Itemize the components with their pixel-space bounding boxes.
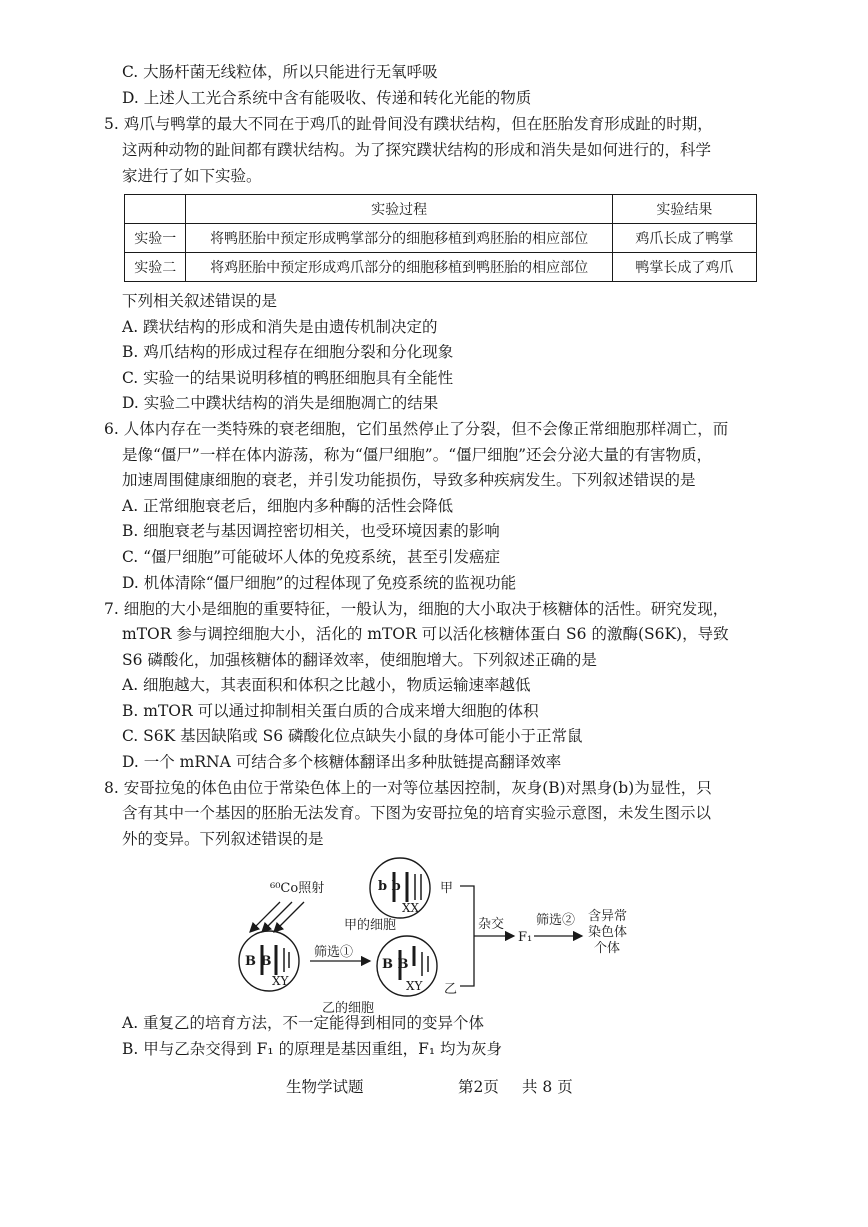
- radiation-arrow: [262, 902, 292, 932]
- table-header-cell: 实验结果: [612, 195, 756, 224]
- breeding-diagram: [232, 848, 692, 1016]
- f1-label: F₁: [518, 930, 533, 945]
- table-cell: 将鸡胚胎中预定形成鸡爪部分的细胞移植到鸭胚胎的相应部位: [186, 253, 612, 282]
- cross-bracket: [460, 886, 474, 986]
- q6-stem-line1: 6. 人体内存在一类特殊的衰老细胞，它们虽然停止了分裂，但不会像正常细胞那样凋亡，而: [104, 420, 729, 438]
- footer-total-pages: 共 8 页: [522, 1078, 573, 1096]
- footer-page-number: 第2页: [458, 1078, 499, 1096]
- result-label: 个体: [594, 941, 621, 956]
- q7-stem-line1: 7. 细胞的大小是细胞的重要特征，一般认为，细胞的大小取决于核糖体的活性。研究发现，: [104, 600, 729, 618]
- q5-stem-line3: 家进行了如下实验。: [122, 167, 262, 185]
- q8-stem-line3: 外的变异。下列叙述错误的是: [122, 830, 324, 848]
- cross-label: 杂交: [478, 917, 505, 932]
- q5-stem-line2: 这两种动物的趾间都有蹼状结构。为了探究蹼状结构的形成和消失是如何进行的，科学: [122, 141, 712, 159]
- q5-option-b: B. 鸡爪结构的形成过程存在细胞分裂和分化现象: [122, 343, 454, 361]
- q4-option-c: C. 大肠杆菌无线粒体，所以只能进行无氧呼吸: [122, 63, 438, 81]
- q6-stem-line3: 加速周围健康细胞的衰老，并引发功能损伤，导致多种疾病发生。下列叙述错误的是: [122, 471, 696, 489]
- yi-label: 乙: [444, 982, 458, 997]
- sex-chromosome-label: XY: [406, 979, 423, 993]
- q5-stem-line1: 5. 鸡爪与鸭掌的最大不同在于鸡爪的趾骨间没有蹼状结构，但在胚胎发育形成趾的时期，: [104, 115, 713, 133]
- jia-cell-label: 甲的细胞: [344, 918, 397, 933]
- q7-option-b: B. mTOR 可以通过抑制相关蛋白质的合成来增大细胞的体积: [122, 702, 539, 720]
- q8-stem-line2: 含有其中一个基因的胚胎无法发育。下图为安哥拉兔的培育实验示意图，未发生图示以: [122, 804, 712, 822]
- q7-option-d: D. 一个 mRNA 可结合多个核糖体翻译出多种肽链提高翻译效率: [122, 753, 562, 771]
- result-label: 含异常: [588, 909, 628, 924]
- q6-stem-line2: 是像“僵尸”一样在体内游荡，称为“僵尸细胞”。“僵尸细胞”还会分泌大量的有害物质，: [122, 446, 713, 464]
- q6-option-b: B. 细胞衰老与基因调控密切相关，也受环境因素的影响: [122, 522, 500, 540]
- q8-option-b: B. 甲与乙杂交得到 F₁ 的原理是基因重组，F₁ 均为灰身: [122, 1040, 502, 1058]
- gene-label: b b: [378, 879, 401, 894]
- q8-stem-line1: 8. 安哥拉兔的体色由位于常染色体上的一对等位基因控制，灰身(B)对黑身(b)为显性，只: [104, 779, 712, 797]
- q5-prompt: 下列相关叙述错误的是: [122, 292, 278, 310]
- q6-option-d: D. 机体清除“僵尸细胞”的过程体现了免疫系统的监视功能: [122, 574, 517, 592]
- table-cell: 鸡爪长成了鸭掌: [612, 224, 756, 253]
- table-cell: 实验一: [125, 224, 186, 253]
- q5-option-a: A. 蹼状结构的形成和消失是由遗传机制决定的: [122, 318, 438, 336]
- experiment-table: [124, 194, 757, 282]
- sex-chromosome-label: XX: [402, 901, 420, 915]
- q7-option-c: C. S6K 基因缺陷或 S6 磷酸化位点缺失小鼠的身体可能小于正常鼠: [122, 727, 583, 745]
- q5-option-c: C. 实验一的结果说明移植的鸭胚细胞具有全能性: [122, 369, 454, 387]
- q7-stem-line3: S6 磷酸化，加强核糖体的翻译效率，使细胞增大。下列叙述正确的是: [122, 651, 597, 669]
- table-header-cell: [125, 195, 186, 224]
- q5-option-d: D. 实验二中蹼状结构的消失是细胞凋亡的结果: [122, 394, 439, 412]
- table-header-cell: 实验过程: [186, 195, 612, 224]
- gene-label: B B: [245, 954, 272, 969]
- table-cell: 鸭掌长成了鸡爪: [612, 253, 756, 282]
- q4-option-d: D. 上述人工光合系统中含有能吸收、传递和转化光能的物质: [122, 89, 532, 107]
- gene-label: B B: [382, 957, 409, 972]
- q6-option-c: C. “僵尸细胞”可能破坏人体的免疫系统，甚至引发癌症: [122, 548, 501, 566]
- q7-stem-line2: mTOR 参与调控细胞大小，活化的 mTOR 可以活化核糖体蛋白 S6 的激酶(S6K)，导致: [122, 625, 729, 643]
- sex-chromosome-label: XY: [272, 974, 289, 988]
- radiation-arrow: [250, 902, 280, 932]
- jia-label: 甲: [440, 881, 454, 896]
- footer-subject: 生物学试题: [286, 1078, 364, 1096]
- table-row: [125, 224, 757, 253]
- screen-1-label: 筛选①: [314, 945, 354, 960]
- table-cell: 将鸭胚胎中预定形成鸭掌部分的细胞移植到鸡胚胎的相应部位: [186, 224, 612, 253]
- result-label: 染色体: [588, 925, 628, 940]
- q7-option-a: A. 细胞越大，其表面积和体积之比越小，物质运输速率越低: [122, 676, 531, 694]
- table-header-row: [125, 195, 757, 224]
- table-cell: 实验二: [125, 253, 186, 282]
- table-row: [125, 253, 757, 282]
- radiation-arrow: [274, 902, 304, 932]
- q6-option-a: A. 正常细胞衰老后，细胞内多种酶的活性会降低: [122, 497, 454, 515]
- q8-option-a: A. 重复乙的培育方法，不一定能得到相同的变异个体: [122, 1014, 485, 1032]
- screen-2-label: 筛选②: [536, 913, 576, 928]
- radiation-label: ⁶⁰Co照射: [270, 881, 325, 896]
- yi-cell-label: 乙的细胞: [322, 1001, 375, 1016]
